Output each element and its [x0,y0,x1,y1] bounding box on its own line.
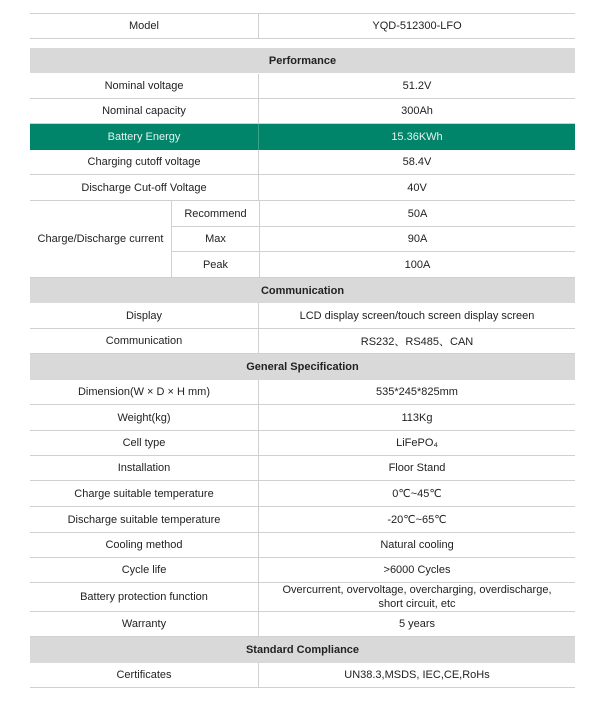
model-value: YQD-512300-LFO [372,20,462,32]
cooling-row [30,533,575,558]
nominal-capacity-value: 300Ah [401,105,433,117]
cooling-label: Cooling method [30,533,259,557]
warranty-row [30,612,575,637]
nominal-capacity-label: Nominal capacity [30,99,259,123]
model-label: Model [30,14,259,38]
battery-energy-label: Battery Energy [30,124,259,150]
current-sub-values [260,201,575,277]
discharge-temp-value: -20℃~65℃ [387,514,447,526]
max-value: 90A [260,227,575,252]
communication-label: Communication [30,329,259,353]
display-row [30,303,575,329]
cell-type-label: Cell type [30,431,259,455]
dimension-value: 535*245*825mm [376,386,458,398]
peak-label: Peak [202,258,229,271]
current-sub-labels [172,201,260,277]
display-value: LCD display screen/touch screen display screen [299,309,535,322]
recommend-label: Recommend [172,201,259,227]
current-block [30,201,575,278]
cycle-life-value: >6000 Cycles [383,564,451,576]
discharge-cutoff-label: Discharge Cut-off Voltage [30,175,259,200]
charge-temp-value: 0℃~45℃ [392,488,442,500]
communication-section-header: Communication [30,278,575,303]
protection-label: Battery protection function [30,583,259,611]
battery-energy-value: 15.36KWh [391,131,443,143]
cooling-value: Natural cooling [380,539,454,551]
cell-type-row [30,431,575,456]
installation-row [30,456,575,481]
cell-type-value: LiFePO₄ [396,437,438,449]
nominal-voltage-value: 51.2V [402,80,432,92]
dimension-label: Dimension(W × D × H mm) [30,380,259,404]
charging-cutoff-label: Charging cutoff voltage [30,150,259,174]
communication-row [30,329,575,354]
nominal-voltage-row [30,74,575,99]
compliance-section-header: Standard Compliance [30,637,575,663]
discharge-temp-label: Discharge suitable temperature [30,507,259,532]
discharge-temp-row [30,507,575,533]
battery-energy-row [30,124,575,150]
certificates-value: UN38.3,MSDS, IEC,CE,RoHs [344,669,490,681]
weight-value: 113Kg [401,411,433,424]
performance-section-header: Performance [30,48,575,73]
nominal-capacity-row [30,99,575,124]
weight-label: Weight(kg) [30,405,259,430]
installation-value: Floor Stand [388,462,446,474]
protection-value [259,583,575,611]
model-row [30,13,575,39]
weight-row [30,405,575,431]
protection-value-line1: Overcurrent, overvoltage, overcharging, overdischarge, [282,584,552,596]
charging-cutoff-value: 58.4V [402,156,432,168]
general-section-header: General Specification [30,354,575,380]
discharge-cutoff-value: 40V [407,181,427,194]
discharge-cutoff-row [30,175,575,201]
charging-cutoff-row [30,150,575,175]
cycle-life-label: Cycle life [30,558,259,582]
certificates-label: Certificates [30,663,259,687]
recommend-value: 50A [260,201,575,227]
protection-value-line2: short circuit, etc [378,598,456,610]
current-label: Charge/Discharge current [30,201,172,277]
max-label: Max [172,227,259,252]
warranty-label: Warranty [30,612,259,636]
peak-value: 100A [404,258,431,271]
certificates-row [30,663,575,688]
warranty-value: 5 years [398,618,436,630]
installation-label: Installation [30,456,259,480]
dimension-row [30,380,575,405]
display-label: Display [30,303,259,328]
nominal-voltage-label: Nominal voltage [30,74,259,98]
protection-row [30,583,575,612]
communication-value: RS232、RS485、CAN [360,336,474,348]
charge-temp-row [30,481,575,507]
cycle-life-row [30,558,575,583]
charge-temp-label: Charge suitable temperature [30,481,259,506]
